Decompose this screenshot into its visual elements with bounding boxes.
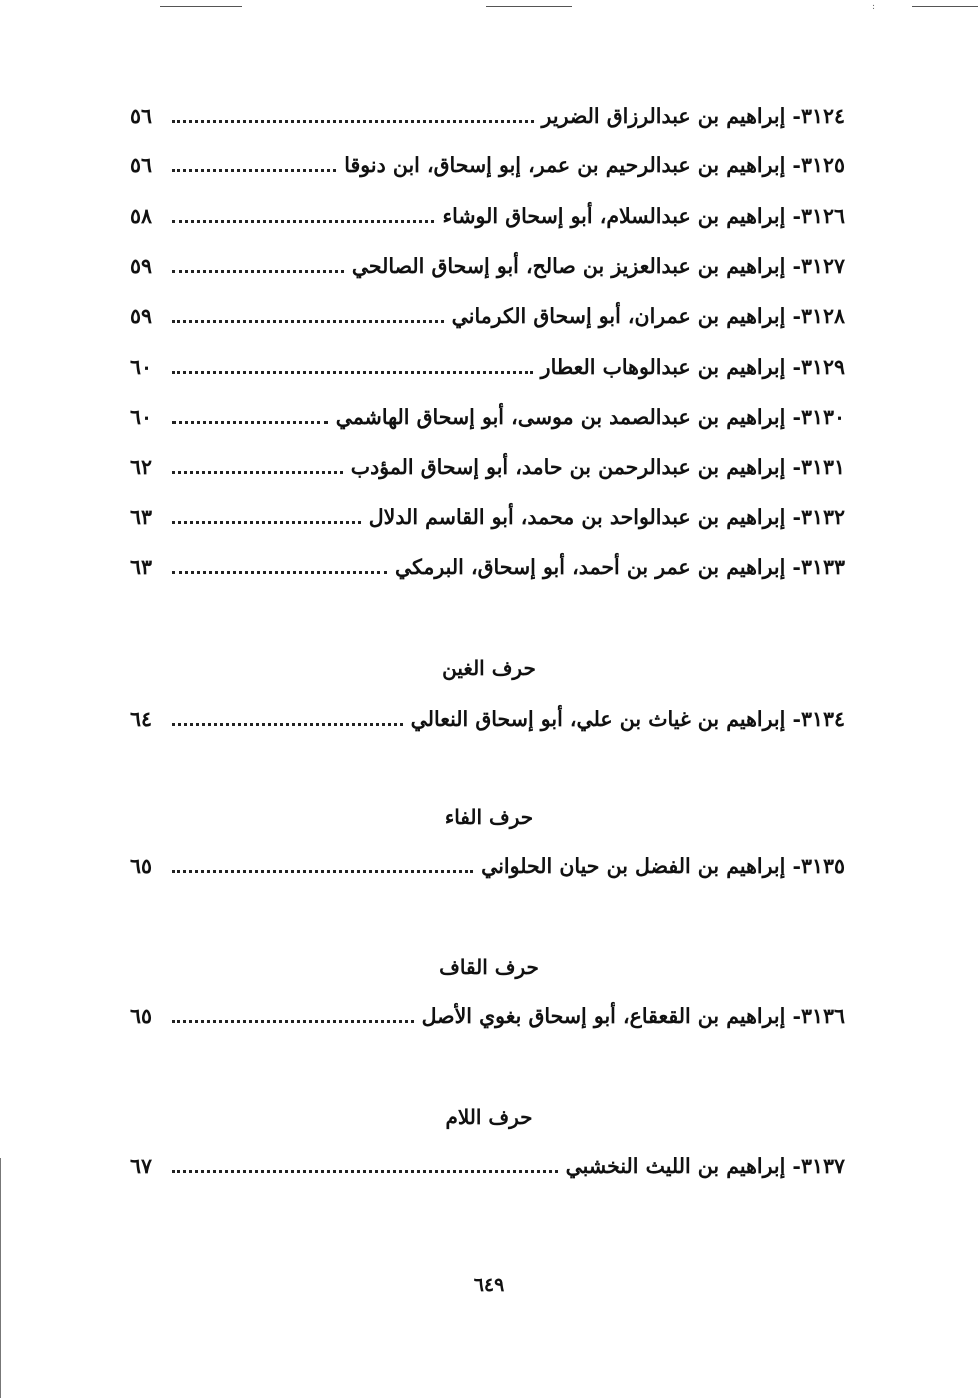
entry-title: ٣١٣٢- إبراهيم بن عبدالواحد بن محمد، أبو القاسم الدلال — [368, 505, 845, 529]
entry-page: ٥٩ — [130, 254, 153, 278]
toc-entry — [130, 848, 845, 884]
toc-entry — [130, 701, 845, 737]
entry-page: ٦٥ — [130, 854, 153, 878]
entry-title: ٣١٣٤- إبراهيم بن غياث بن علي، أبو إسحاق النعالي — [410, 707, 845, 731]
top-mark: : — [872, 2, 876, 12]
top-rule-right — [912, 6, 978, 7]
toc-entry — [130, 449, 845, 485]
toc-entry — [130, 998, 845, 1034]
section-heading: حرف القاف — [439, 955, 539, 979]
entry-title: ٣١٣٣- إبراهيم بن عمر بن أحمد، أبو إسحاق، البرمكي — [394, 555, 845, 579]
toc-entry — [130, 198, 845, 234]
toc-entry — [130, 248, 845, 284]
dot-leader — [172, 220, 434, 223]
entry-title: ٣١٢٤- إبراهيم بن عبدالرزاق الضرير — [541, 104, 845, 128]
entry-page: ٥٦ — [130, 153, 153, 177]
dot-leader — [172, 1170, 558, 1173]
dot-leader — [172, 120, 534, 123]
entry-page: ٦٣ — [130, 555, 153, 579]
dot-leader — [172, 471, 343, 474]
toc-entry — [130, 147, 845, 183]
entry-page: ٦٠ — [130, 355, 153, 379]
entry-title: ٣١٢٥- إبراهيم بن عبدالرحيم بن عمر، إبو إسحاق، ابن دنوقا — [344, 153, 845, 177]
entry-page: ٦٠ — [130, 405, 153, 429]
toc-entry — [130, 399, 845, 435]
toc-entry — [130, 98, 845, 134]
toc-entry — [130, 1148, 845, 1184]
entry-page: ٦٢ — [130, 455, 153, 479]
dot-leader — [172, 723, 403, 726]
dot-leader — [172, 1020, 414, 1023]
dot-leader — [172, 320, 444, 323]
entry-page: ٦٤ — [130, 707, 153, 731]
entry-title: ٣١٢٦- إبراهيم بن عبدالسلام، أبو إسحاق الوشاء — [442, 204, 845, 228]
toc-entry — [130, 549, 845, 585]
dot-leader — [172, 169, 336, 172]
top-rule-center — [486, 6, 572, 7]
entry-title: ٣١٣٦- إبراهيم بن القعقاع، أبو إسحاق بغوي الأصل — [421, 1004, 845, 1028]
entry-page: ٥٨ — [130, 204, 153, 228]
dot-leader — [172, 270, 344, 273]
section-heading: حرف الفاء — [444, 805, 534, 829]
section-heading: حرف اللام — [445, 1105, 533, 1129]
dot-leader — [172, 521, 361, 524]
entry-title: ٣١٣٥- إبراهيم بن الفضل بن حيان الحلواني — [481, 854, 845, 878]
dot-leader — [172, 571, 387, 574]
dot-leader — [172, 870, 473, 873]
entry-title: ٣١٢٩- إبراهيم بن عبدالوهاب العطار — [540, 355, 845, 379]
dot-leader — [172, 371, 533, 374]
section-heading: حرف الغين — [442, 656, 536, 680]
entry-title: ٣١٣٠- إبراهيم بن عبدالصمد بن موسى، أبو إسحاق الهاشمي — [335, 405, 845, 429]
entry-title: ٣١٣١- إبراهيم بن عبدالرحمن بن حامد، أبو إسحاق المؤدب — [350, 455, 845, 479]
entry-title: ٣١٣٧- إبراهيم بن الليث النخشبي — [565, 1154, 845, 1178]
entry-page: ٦٣ — [130, 505, 153, 529]
entry-page: ٦٥ — [130, 1004, 153, 1028]
page-number: ٦٤٩ — [473, 1274, 505, 1296]
toc-entry — [130, 499, 845, 535]
toc-entry — [130, 349, 845, 385]
entry-title: ٣١٢٧- إبراهيم بن عبدالعزيز بن صالح، أبو إسحاق الصالحي — [351, 254, 845, 278]
entry-page: ٥٩ — [130, 304, 153, 328]
top-rule-left — [160, 6, 242, 7]
entry-title: ٣١٢٨- إبراهيم بن عمران، أبو إسحاق الكرماني — [451, 304, 845, 328]
toc-entry — [130, 298, 845, 334]
dot-leader — [172, 421, 328, 424]
entry-page: ٦٧ — [130, 1154, 153, 1178]
entry-page: ٥٦ — [130, 104, 153, 128]
